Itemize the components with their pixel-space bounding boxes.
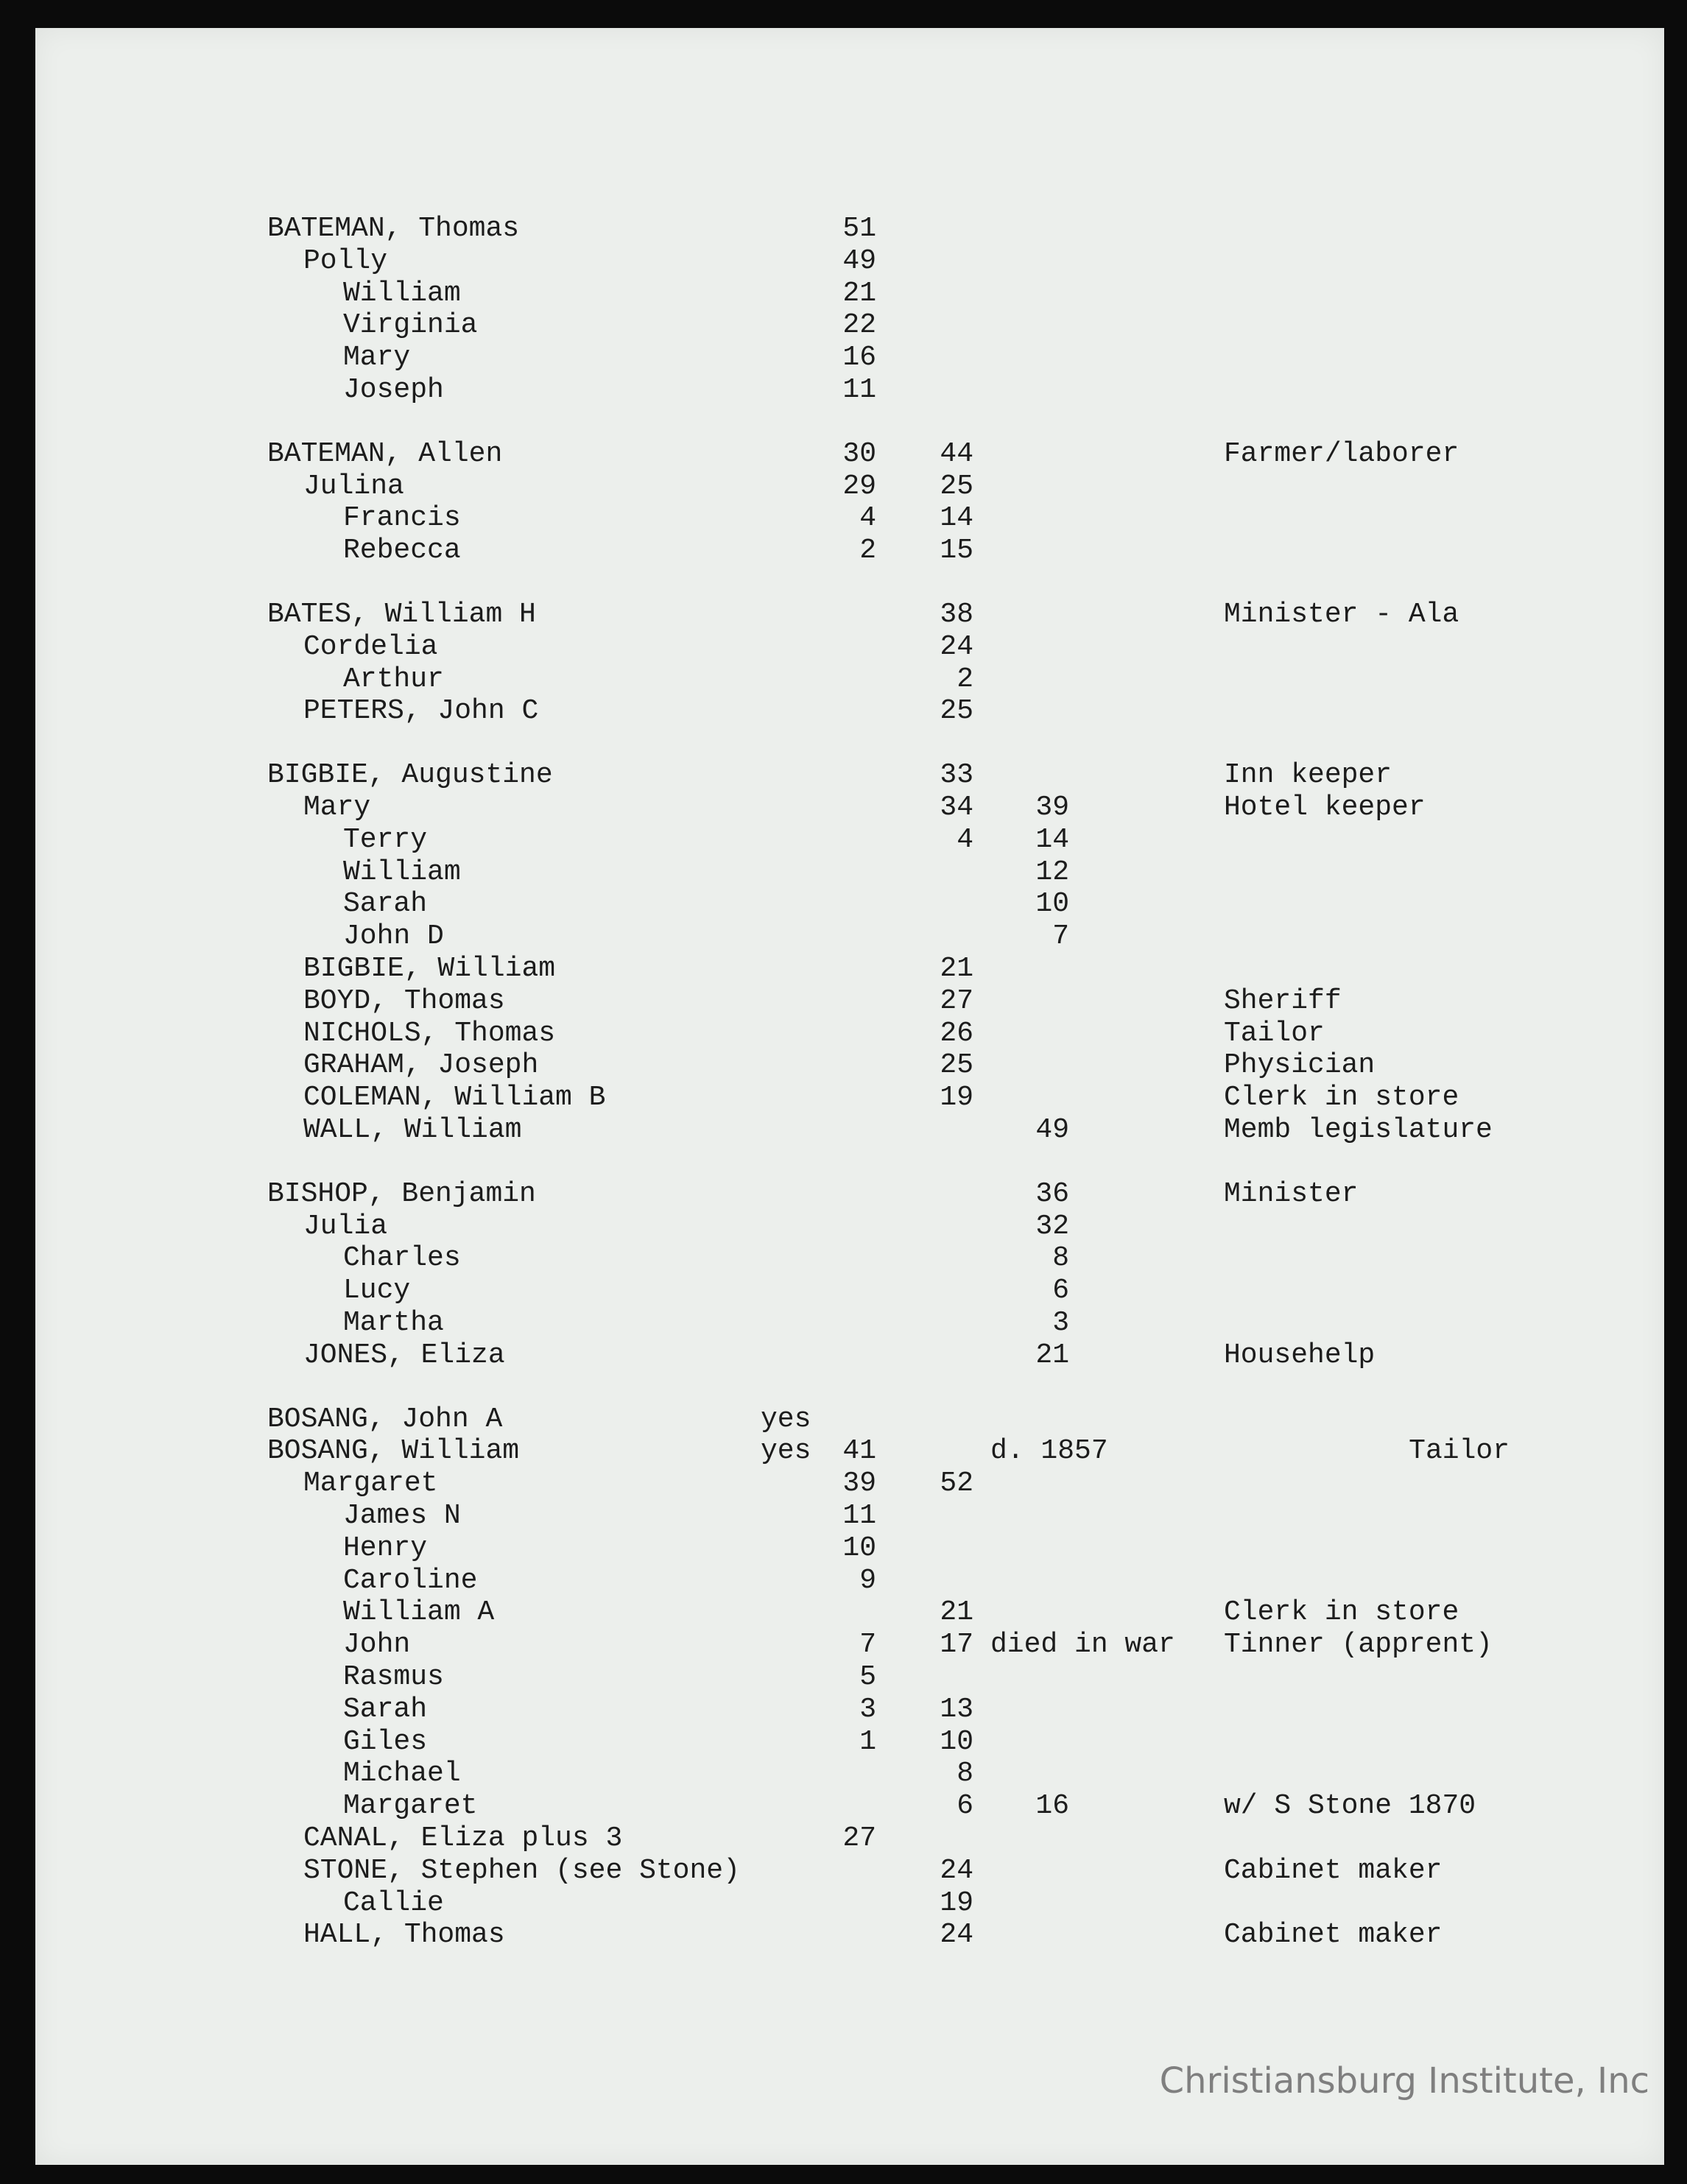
census-row <box>35 630 1664 664</box>
occupation: Tailor <box>1409 1435 1510 1467</box>
person-name: BOSANG, John A <box>267 1403 503 1435</box>
person-name: Cordelia <box>303 631 438 663</box>
census-row <box>35 1081 1664 1115</box>
census-listing <box>35 28 1664 2165</box>
census-row <box>35 1210 1664 1244</box>
age-column-1: 21 <box>842 278 876 309</box>
person-name: Arthur <box>343 663 444 695</box>
age-column-2: 26 <box>940 1018 973 1049</box>
census-row <box>35 1532 1664 1565</box>
census-row <box>35 277 1664 311</box>
occupation: Farmer/laborer <box>1224 438 1459 470</box>
census-row <box>35 952 1664 986</box>
age-column-2: 25 <box>940 471 973 502</box>
person-name: Martha <box>343 1307 444 1339</box>
census-row <box>35 758 1664 792</box>
document-page <box>35 28 1664 2165</box>
occupation: Tinner (apprent) <box>1224 1629 1493 1660</box>
census-row <box>35 598 1664 632</box>
census-row <box>35 437 1664 471</box>
person-name: William <box>343 856 461 888</box>
age-column-3: 14 <box>1035 824 1069 856</box>
age-column-2: 10 <box>940 1726 973 1758</box>
age-column-2: 34 <box>940 792 973 823</box>
age-column-3: 3 <box>1052 1307 1069 1339</box>
person-name: Giles <box>343 1726 428 1758</box>
census-row <box>35 1177 1664 1211</box>
age-column-1: 41 <box>842 1435 876 1467</box>
census-row <box>35 1757 1664 1791</box>
person-name: Margaret <box>343 1790 478 1822</box>
person-name: Francis <box>343 502 461 534</box>
person-name: BIGBIE, William <box>303 953 556 984</box>
age-column-1: 11 <box>842 374 876 406</box>
age-column-2: 38 <box>940 599 973 630</box>
age-column-2: 17 <box>940 1629 973 1660</box>
census-row <box>35 1339 1664 1373</box>
age-column-2: 52 <box>940 1468 973 1499</box>
census-row <box>35 823 1664 857</box>
census-row <box>35 1403 1664 1437</box>
occupation: Physician <box>1224 1049 1376 1081</box>
person-name: Joseph <box>343 374 444 406</box>
person-name: GRAHAM, Joseph <box>303 1049 539 1081</box>
age-column-2: 6 <box>957 1790 973 1822</box>
person-name: BATEMAN, Thomas <box>267 213 520 244</box>
occupation: Minister - Ala <box>1224 599 1459 630</box>
age-column-3: 32 <box>1035 1211 1069 1242</box>
person-name: John <box>343 1629 411 1660</box>
age-column-2: 24 <box>940 1919 973 1951</box>
person-name: Mary <box>343 342 411 373</box>
occupation: Hotel keeper <box>1224 792 1426 823</box>
census-row <box>35 1499 1664 1533</box>
occupation: Tailor <box>1224 1018 1325 1049</box>
census-row <box>35 1017 1664 1051</box>
age-column-2: 14 <box>940 502 973 534</box>
age-column-2: 8 <box>957 1758 973 1789</box>
census-row <box>35 212 1664 246</box>
person-name: BIGBIE, Augustine <box>267 759 553 791</box>
age-column-1: 39 <box>842 1468 876 1499</box>
person-name: Terry <box>343 824 428 856</box>
person-name: Mary <box>303 792 371 823</box>
age-column-2: 27 <box>940 985 973 1017</box>
census-row <box>35 534 1664 568</box>
person-name: Michael <box>343 1758 461 1789</box>
census-row <box>35 1854 1664 1888</box>
occupation: Clerk in store <box>1224 1082 1459 1113</box>
census-row <box>35 341 1664 375</box>
person-name: Caroline <box>343 1565 478 1596</box>
census-row <box>35 1434 1664 1468</box>
census-row <box>35 1693 1664 1727</box>
age-column-2: 24 <box>940 631 973 663</box>
census-row <box>35 663 1664 697</box>
census-row <box>35 694 1664 728</box>
age-column-1: 3 <box>859 1694 876 1725</box>
person-name: JONES, Eliza <box>303 1339 505 1371</box>
watermark: Christiansburg Institute, Inc <box>1159 2060 1649 2102</box>
age-column-1: 4 <box>859 502 876 534</box>
occupation: Househelp <box>1224 1339 1376 1371</box>
census-row <box>35 984 1664 1018</box>
age-column-1: 30 <box>842 438 876 470</box>
person-name: Virginia <box>343 309 478 341</box>
age-column-3: 7 <box>1052 920 1069 952</box>
age-column-3: 6 <box>1052 1275 1069 1306</box>
age-column-1: 9 <box>859 1565 876 1596</box>
census-row <box>35 1113 1664 1147</box>
person-name: James N <box>343 1500 461 1532</box>
age-column-2: 19 <box>940 1082 973 1113</box>
census-row <box>35 1596 1664 1630</box>
age-column-1: 49 <box>842 245 876 277</box>
census-row <box>35 1660 1664 1694</box>
census-row <box>35 501 1664 535</box>
person-name: Charles <box>343 1242 461 1274</box>
person-name: Margaret <box>303 1468 438 1499</box>
yes-mark: yes <box>761 1435 811 1467</box>
occupation: Cabinet maker <box>1224 1855 1443 1887</box>
age-column-2: 2 <box>957 663 973 695</box>
age-column-2: 44 <box>940 438 973 470</box>
age-column-2: 15 <box>940 535 973 566</box>
age-column-3: 8 <box>1052 1242 1069 1274</box>
age-column-2: 33 <box>940 759 973 791</box>
census-row <box>35 1467 1664 1501</box>
age-column-3: 16 <box>1035 1790 1069 1822</box>
person-name: BATES, William H <box>267 599 536 630</box>
census-row <box>35 309 1664 342</box>
census-row <box>35 1918 1664 1952</box>
age-column-2: 21 <box>940 953 973 984</box>
person-name: NICHOLS, Thomas <box>303 1018 556 1049</box>
occupation: Inn keeper <box>1224 759 1392 791</box>
occupation: Cabinet maker <box>1224 1919 1443 1951</box>
age-column-3: 49 <box>1035 1114 1069 1146</box>
census-row <box>35 1274 1664 1308</box>
age-column-1: 22 <box>842 309 876 341</box>
person-name: John D <box>343 920 444 952</box>
age-column-2: 19 <box>940 1887 973 1919</box>
age-column-2: 13 <box>940 1694 973 1725</box>
age-column-2: 24 <box>940 1855 973 1887</box>
age-column-3: 12 <box>1035 856 1069 888</box>
occupation: w/ S Stone 1870 <box>1224 1790 1476 1822</box>
census-row <box>35 1887 1664 1920</box>
census-row <box>35 1564 1664 1598</box>
person-name: CANAL, Eliza plus 3 <box>303 1822 623 1854</box>
age-column-3: 39 <box>1035 792 1069 823</box>
census-row <box>35 244 1664 278</box>
census-row <box>35 1725 1664 1759</box>
person-name: Henry <box>343 1532 428 1564</box>
age-column-1: 29 <box>842 471 876 502</box>
age-column-1: 2 <box>859 535 876 566</box>
person-name: Julia <box>303 1211 388 1242</box>
age-column-1: 5 <box>859 1661 876 1693</box>
age-column-1: 7 <box>859 1629 876 1660</box>
age-column-2: 25 <box>940 695 973 727</box>
census-row <box>35 1049 1664 1082</box>
person-name: William <box>343 278 461 309</box>
occupation: Sheriff <box>1224 985 1342 1017</box>
age-column-1: 51 <box>842 213 876 244</box>
census-row <box>35 1306 1664 1340</box>
age-column-2: 4 <box>957 824 973 856</box>
census-row <box>35 1628 1664 1662</box>
person-name: PETERS, John C <box>303 695 539 727</box>
person-name: Julina <box>303 471 404 502</box>
age-column-1: 11 <box>842 1500 876 1532</box>
age-column-1: 10 <box>842 1532 876 1564</box>
person-name: Rasmus <box>343 1661 444 1693</box>
census-row <box>35 791 1664 825</box>
age-column-1: 16 <box>842 342 876 373</box>
person-name: WALL, William <box>303 1114 522 1146</box>
age-column-3: 10 <box>1035 888 1069 920</box>
occupation: Minister <box>1224 1178 1359 1210</box>
age-column-2: 25 <box>940 1049 973 1081</box>
occupation: Clerk in store <box>1224 1596 1459 1628</box>
age-column-3: 36 <box>1035 1178 1069 1210</box>
person-name: COLEMAN, William B <box>303 1082 606 1113</box>
person-name: BISHOP, Benjamin <box>267 1178 536 1210</box>
age-column-3: 21 <box>1035 1339 1069 1371</box>
person-name: STONE, Stephen (see Stone) <box>303 1855 740 1887</box>
census-row <box>35 1822 1664 1856</box>
census-row <box>35 887 1664 921</box>
person-name: Callie <box>343 1887 444 1919</box>
person-name: Sarah <box>343 1694 428 1725</box>
row-note: d. 1857 <box>990 1435 1108 1467</box>
census-row <box>35 373 1664 407</box>
census-row <box>35 856 1664 890</box>
person-name: BATEMAN, Allen <box>267 438 503 470</box>
census-row <box>35 920 1664 954</box>
yes-mark: yes <box>761 1403 811 1435</box>
census-row <box>35 470 1664 504</box>
age-column-2: 21 <box>940 1596 973 1628</box>
person-name: Polly <box>303 245 388 277</box>
occupation: Memb legislature <box>1224 1114 1493 1146</box>
census-row <box>35 1789 1664 1823</box>
person-name: BOSANG, William <box>267 1435 520 1467</box>
person-name: William A <box>343 1596 495 1628</box>
person-name: Sarah <box>343 888 428 920</box>
person-name: BOYD, Thomas <box>303 985 505 1017</box>
age-column-1: 27 <box>842 1822 876 1854</box>
person-name: HALL, Thomas <box>303 1919 505 1951</box>
person-name: Rebecca <box>343 535 461 566</box>
row-note: died in war <box>990 1629 1175 1660</box>
age-column-1: 1 <box>859 1726 876 1758</box>
census-row <box>35 1241 1664 1275</box>
person-name: Lucy <box>343 1275 411 1306</box>
